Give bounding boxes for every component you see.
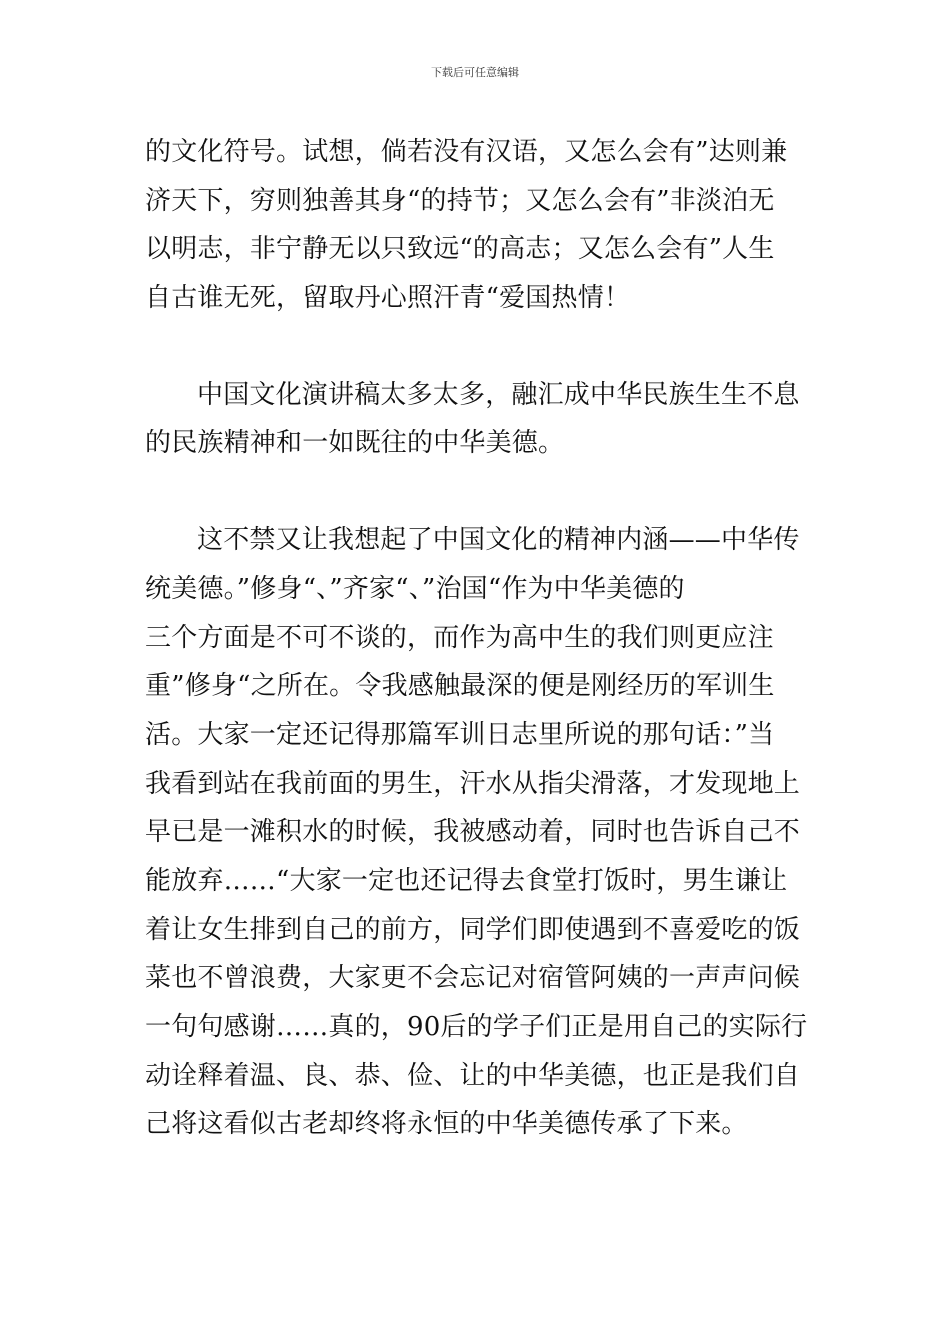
document-body bbox=[145, 128, 807, 1149]
paragraph-line: 三个方面是不可不谈的，而作为高中生的我们则更应注 bbox=[145, 622, 774, 653]
paragraph-line: 一句句感谢……真的，90后的学子们正是用自己的实际行 bbox=[145, 1012, 808, 1042]
paragraph-line: 能放弃……“大家一定也还记得去食堂打饭时，男生谦让 bbox=[145, 865, 788, 896]
paragraph-line: 的民族精神和一如既往的中华美德。 bbox=[145, 428, 565, 459]
paragraph-line: 统美德。”修身“、”齐家“、”治国“作为中华美德的 bbox=[145, 573, 685, 604]
paragraph-2 bbox=[145, 371, 807, 468]
paragraph-line: 动诠释着温、良、恭、俭、让的中华美德，也正是我们自 bbox=[145, 1060, 801, 1091]
paragraph-line: 这不禁又让我想起了中国文化的精神内涵——中华传 bbox=[197, 525, 800, 556]
paragraph-line: 早已是一滩积水的时候，我被感动着，同时也告诉自己不 bbox=[145, 817, 801, 848]
paragraph-line: 己将这看似古老却终将永恒的中华美德传承了下来。 bbox=[145, 1109, 748, 1140]
paragraph-3 bbox=[145, 516, 807, 1149]
paragraph-line: 重”修身“之所在。令我感触最深的便是刚经历的军训生 bbox=[145, 671, 775, 702]
paragraph-line: 以明志，非宁静无以只致远“的高志；又怎么会有”人生 bbox=[145, 234, 775, 265]
paragraph-line: 自古谁无死，留取丹心照汗青“爱国热情！ bbox=[145, 283, 631, 314]
paragraph-line: 菜也不曾浪费，大家更不会忘记对宿管阿姨的一声声问候 bbox=[145, 963, 801, 994]
paragraph-line: 活。大家一定还记得那篇军训日志里所说的那句话：”当 bbox=[145, 719, 775, 750]
paragraph-1 bbox=[145, 128, 807, 323]
paragraph-line: 着让女生排到自己的前方，同学们即使遇到不喜爱吃的饭 bbox=[145, 914, 801, 945]
paragraph-line: 的文化符号。试想，倘若没有汉语，又怎么会有”达则兼 bbox=[145, 137, 788, 167]
paragraph-line: 我看到站在我前面的男生，汗水从指尖滑落，才发现地上 bbox=[145, 768, 801, 799]
paragraph-line: 中国文化演讲稿太多太多，融汇成中华民族生生不息 bbox=[197, 379, 800, 410]
page-header: 下载后可任意编辑 bbox=[431, 66, 519, 79]
paragraph-line: 济天下，穷则独善其身“的持节；又怎么会有”非淡泊无 bbox=[145, 185, 775, 216]
